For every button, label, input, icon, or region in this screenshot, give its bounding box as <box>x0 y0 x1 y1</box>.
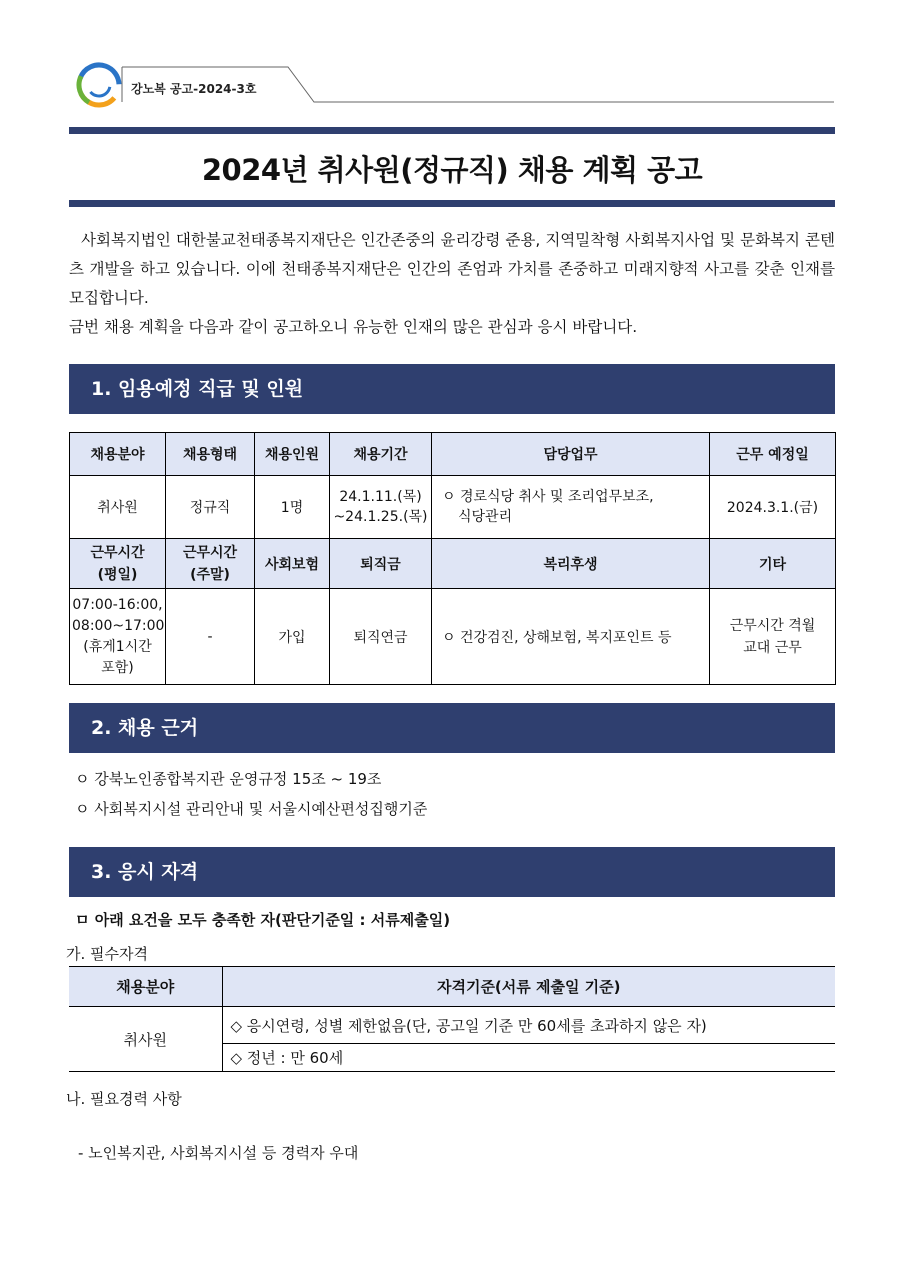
header-cell: 복리후생 <box>432 539 710 589</box>
header-line: 근무시간 <box>90 544 145 561</box>
header-line: (평일) <box>97 566 138 583</box>
intro-text <box>69 226 835 342</box>
criteria-cell: ◇ 정년 : 만 60세 <box>222 1044 835 1072</box>
weekend-hours-cell: - <box>166 589 255 685</box>
table-header-row <box>69 967 835 1007</box>
table-row <box>70 589 836 685</box>
header-cell: 퇴직금 <box>330 539 432 589</box>
section-1-heading: 1. 임용예정 직급 및 인원 <box>69 364 835 414</box>
header-cell <box>166 539 255 589</box>
welfare-cell: ㅇ 건강검진, 상해보험, 복지포인트 등 <box>432 589 710 685</box>
title-bottom-bar <box>69 200 835 207</box>
hours-line: (휴게1시간 <box>83 638 152 655</box>
start-date-cell: 2024.3.1.(금) <box>710 476 836 539</box>
hours-line: 07:00-16:00, <box>72 596 163 613</box>
etc-line: 근무시간 격월 <box>729 617 816 634</box>
qualification-table <box>69 966 835 1072</box>
period-start: 24.1.11.(목) <box>339 489 422 505</box>
duty-line-1: ㅇ 경로식당 취사 및 조리업무보조, <box>442 489 654 505</box>
header-cell: 채용기간 <box>330 433 432 476</box>
criteria-cell: ◇ 응시연령, 성별 제한없음(단, 공고일 기준 만 60세를 초과하지 않은 자) <box>222 1007 835 1044</box>
section-2-heading: 2. 채용 근거 <box>69 703 835 753</box>
page-title: 2024년 취사원(정규직) 채용 계획 공고 <box>201 153 703 187</box>
hours-line: 포함) <box>101 659 134 676</box>
table-row <box>70 476 836 539</box>
section-3-heading: 3. 응시 자격 <box>69 847 835 897</box>
period-cell <box>330 476 432 539</box>
duty-cell <box>432 476 710 539</box>
header-cell: 자격기준(서류 제출일 기준) <box>222 967 835 1007</box>
intro-paragraph-1: 사회복지법인 대한불교천태종복지재단은 인간존중의 윤리강령 준용, 지역밀착형 사회복지사업 및 문화복지 콘텐츠 개발을 하고 있습니다. 이에 천태종복지재단은 인간의 존엄과 가치를 존중하고 미래지향적 사고를 갖춘 인재를 모집합니다. <box>69 231 835 307</box>
header-cell <box>70 539 166 589</box>
etc-cell <box>710 589 836 685</box>
basis-item: ㅇ 강북노인종합복지관 운영규정 15조 ~ 19조 <box>75 770 382 788</box>
title-top-bar <box>69 127 835 134</box>
announcement-number: 강노복 공고-2024-3호 <box>131 82 257 96</box>
header-line: 근무시간 <box>182 544 238 561</box>
basis-item: ㅇ 사회복지시설 관리안내 및 서울시예산편성집행기준 <box>75 800 428 818</box>
header-cell: 근무 예정일 <box>710 433 836 476</box>
etc-line: 교대 근무 <box>743 639 802 656</box>
hours-line: 08:00~17:00 <box>72 617 165 634</box>
header-cell: 기타 <box>710 539 836 589</box>
period-end: ~24.1.25.(목) <box>333 509 428 525</box>
field-cell: 취사원 <box>70 476 166 539</box>
table-header-row <box>70 433 836 476</box>
duty-line-2: 식당관리 <box>458 509 513 525</box>
table-row <box>69 1007 835 1044</box>
qualification-condition: ㅁ 아래 요건을 모두 충족한 자(판단기준일 : 서류제출일) <box>75 911 451 929</box>
career-preference: - 노인복지관, 사회복지시설 등 경력자 우대 <box>78 1144 359 1162</box>
position-table <box>69 432 836 685</box>
required-career-label: 나. 필요경력 사항 <box>66 1090 182 1108</box>
insurance-cell: 가입 <box>255 589 330 685</box>
header-line: (주말) <box>190 566 230 583</box>
header-cell: 담당업무 <box>432 433 710 476</box>
header-cell: 채용분야 <box>69 967 222 1007</box>
required-qualification-label: 가. 필수자격 <box>66 945 148 963</box>
intro-paragraph-2: 금번 채용 계획을 다음과 같이 공고하오니 유능한 인재의 많은 관심과 응시 바랍니다. <box>69 318 638 336</box>
header-cell: 사회보험 <box>255 539 330 589</box>
header-cell: 채용형태 <box>166 433 255 476</box>
table-header-row <box>70 539 836 589</box>
type-cell: 정규직 <box>166 476 255 539</box>
count-cell: 1명 <box>255 476 330 539</box>
header-cell: 채용분야 <box>70 433 166 476</box>
header-cell: 채용인원 <box>255 433 330 476</box>
weekday-hours-cell <box>70 589 166 685</box>
severance-cell: 퇴직연금 <box>330 589 432 685</box>
field-cell: 취사원 <box>69 1007 222 1072</box>
